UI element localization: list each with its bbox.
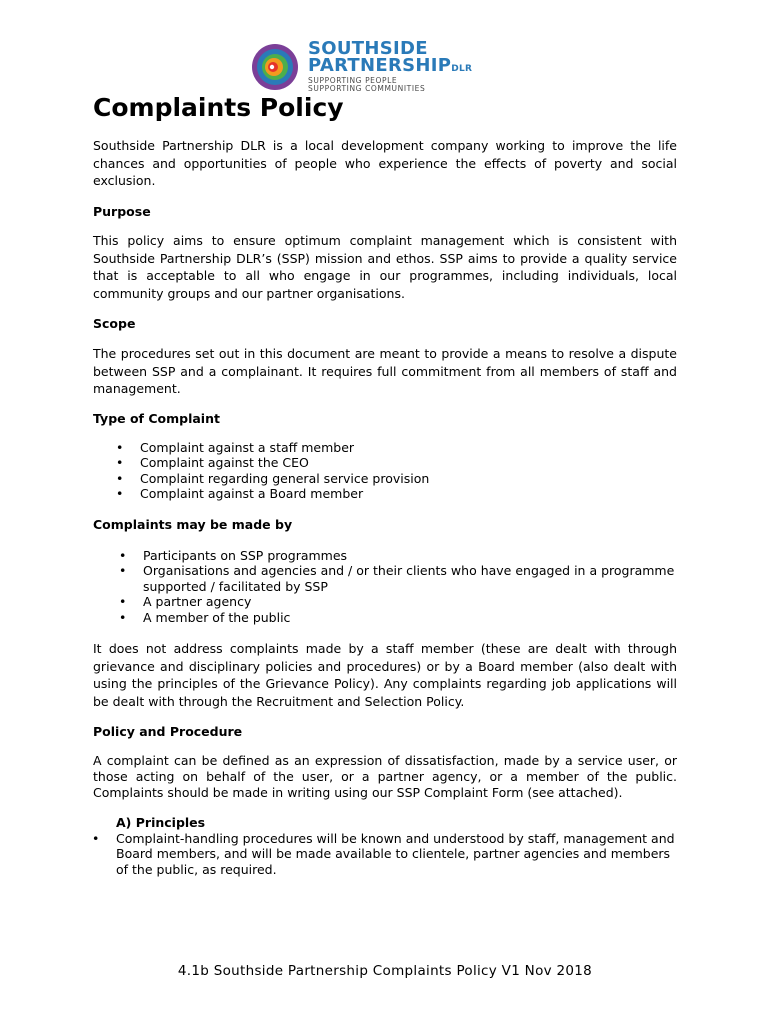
southside-logo xyxy=(250,40,490,96)
purpose-heading: Purpose xyxy=(93,204,151,219)
policy-procedure-heading: Policy and Procedure xyxy=(93,724,243,739)
list-item-text: Organisations and agencies and / or their clients who have engaged in a programme supported / facilitated by SSP xyxy=(143,563,675,594)
scope-paragraph: The procedures set out in this document are meant to provide a means to resolve a dispute between SSP and a complainant. It requires full commitment from all members of staff and management. xyxy=(93,346,677,396)
logo-name-main: PARTNERSHIP xyxy=(308,55,452,76)
purpose-paragraph: This policy aims to ensure optimum complaint management which is consistent with Southside Partnership DLR’s (SSP) mission and ethos. SSP aims to provide a quality service that is acceptable to all who engage in our programmes, including individuals, local community groups and our partner organisations. xyxy=(93,233,677,301)
intro-paragraph: Southside Partnership DLR is a local development company working to improve the life chances and opportunities of people who experience the effects of poverty and social exclusion. xyxy=(93,138,677,188)
bullet: • xyxy=(119,609,127,625)
bullet: • xyxy=(119,548,127,563)
type-of-complaint-heading: Type of Complaint xyxy=(93,411,220,426)
list-item xyxy=(119,594,678,610)
procedure-paragraph: A complaint can be defined as an expression of dissatisfaction, made by a service user, or those acting on behalf of the user, or a partner agency, or a member of the public. Complaints should be made in writing using our SSP Complaint Form (see attached). xyxy=(93,753,677,800)
bullet: • xyxy=(119,563,127,579)
bullet: • xyxy=(119,594,127,610)
bullet: • xyxy=(116,440,124,455)
scope-heading: Scope xyxy=(93,316,136,331)
logo-tagline-2: SUPPORTING COMMUNITIES xyxy=(308,84,426,93)
list-item xyxy=(116,470,680,486)
complaint-types-list xyxy=(116,440,680,502)
made-by-heading: Complaints may be made by xyxy=(93,517,293,532)
list-item xyxy=(116,440,680,455)
list-item-text: Complaint against the CEO xyxy=(140,455,309,471)
list-item-text: A member of the public xyxy=(143,609,291,625)
list-item xyxy=(116,455,680,471)
bullet: • xyxy=(92,831,100,846)
list-item-text: Complaint regarding general service provision xyxy=(140,470,430,486)
page-footer: 4.1b Southside Partnership Complaints Policy V1 Nov 2018 xyxy=(177,963,593,979)
bullet: • xyxy=(116,486,124,502)
list-item-text: Complaint against a staff member xyxy=(140,440,355,455)
logo-name-line1: SOUTHSIDE xyxy=(308,38,428,59)
principles-heading: A) Principles xyxy=(116,815,206,830)
list-item xyxy=(119,548,678,563)
principles-list xyxy=(92,831,677,877)
list-item xyxy=(92,831,677,877)
bullet: • xyxy=(116,455,124,471)
bullet: • xyxy=(116,470,124,486)
exclusions-paragraph: It does not address complaints made by a staff member (these are dealt with through grievance and disciplinary policies and procedures) or by a Board member (also dealt with using the principles of the Grievance Policy). Any complaints regarding job applications will be dealt with through the Recruitment and Selection Policy. xyxy=(93,641,677,709)
list-item xyxy=(116,486,680,502)
list-item-text: A partner agency xyxy=(143,594,252,610)
list-item-text: Complaint-handling procedures will be known and understood by staff, management and Board members, and will be made available to clientele, partner agencies and members of the public, as required. xyxy=(116,831,675,877)
made-by-list xyxy=(119,548,678,625)
logo-name-line2 xyxy=(308,57,472,78)
logo-name-suffix: DLR xyxy=(451,64,473,74)
logo-tagline-1: SUPPORTING PEOPLE xyxy=(308,76,398,85)
list-item xyxy=(119,609,678,625)
list-item-text: Complaint against a Board member xyxy=(140,486,364,502)
list-item-text: Participants on SSP programmes xyxy=(143,548,348,563)
logo-mark-icon xyxy=(250,42,300,92)
page-title: Complaints Policy xyxy=(93,93,344,122)
list-item xyxy=(119,563,678,594)
